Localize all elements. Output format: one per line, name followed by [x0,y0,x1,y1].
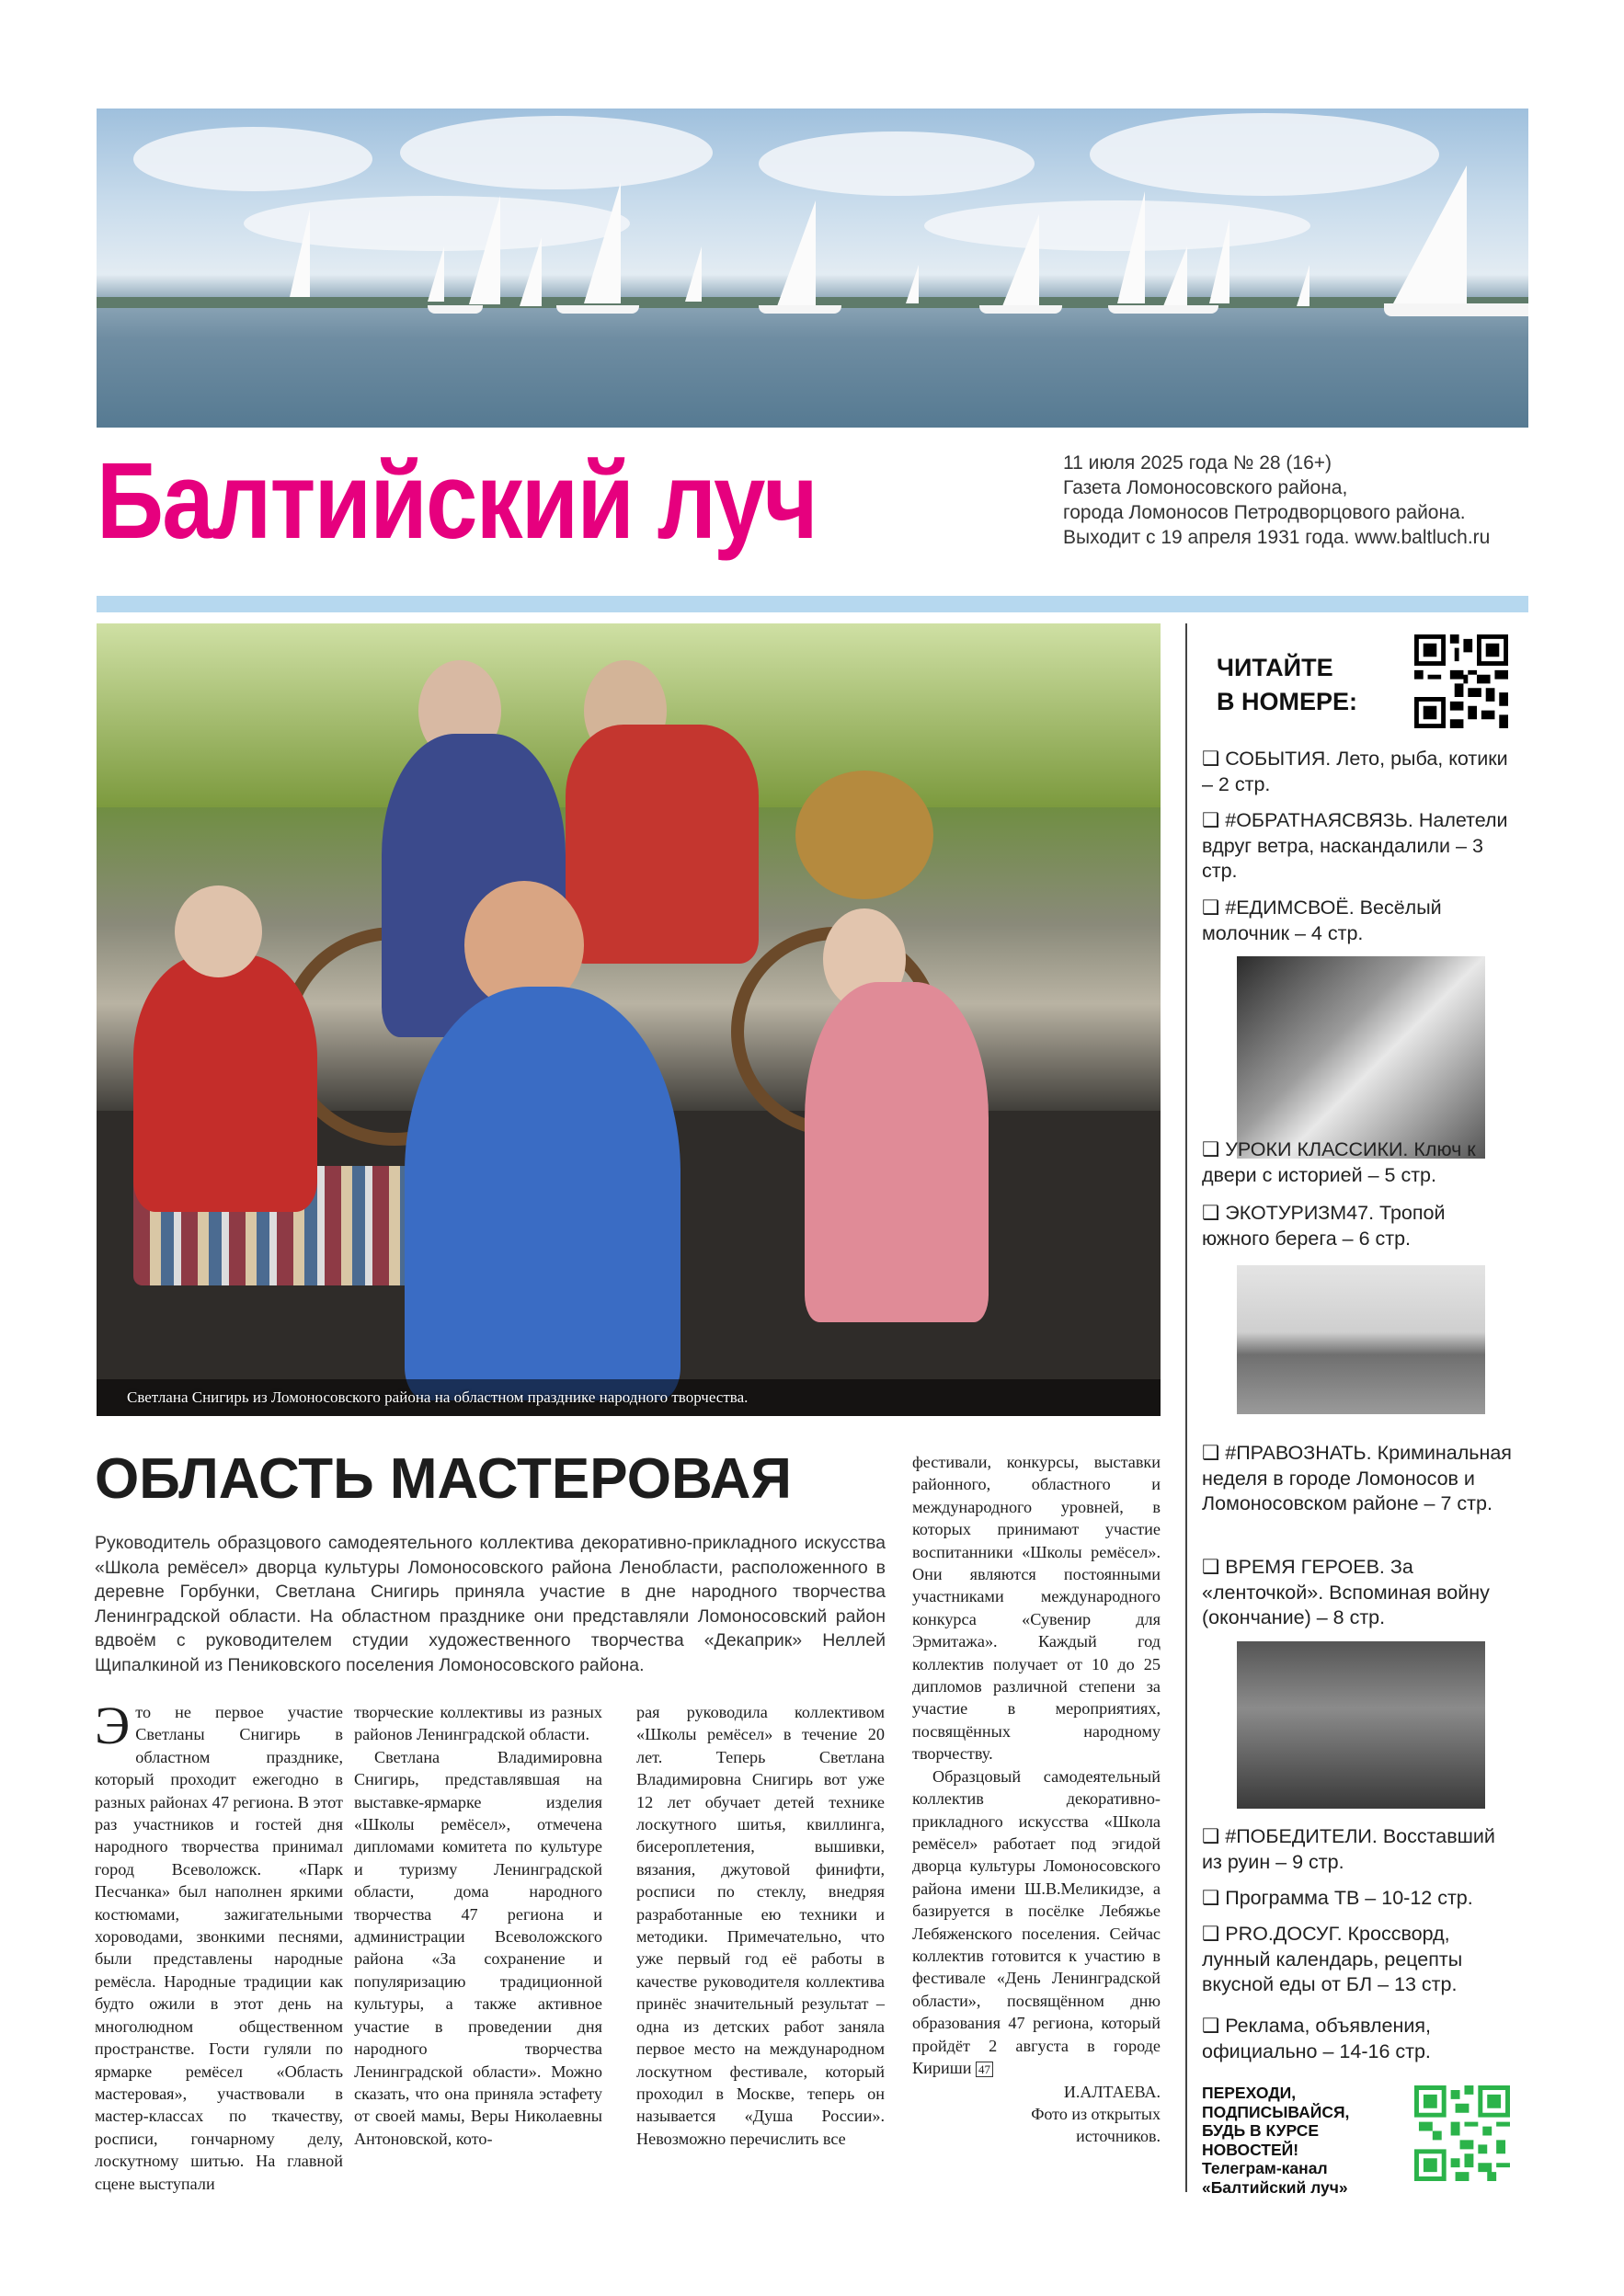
sidebar-item[interactable]: ❑ #ПОБЕДИТЕЛИ. Восставший из руин – 9 стр. [1202,1825,1495,1873]
group-photo [1237,1265,1485,1414]
telegram-promo [1202,2084,1349,2197]
promo-line: ПОДПИСЫВАЙСЯ, [1202,2102,1350,2121]
cloud [400,116,713,189]
promo-line: БУДЬ В КУРСЕ [1202,2121,1320,2140]
sidebar-heading-line: В НОМЕРЕ: [1217,688,1358,715]
photo-credit: источников. [1076,2127,1161,2146]
photo-credit: Фото из открытых [1031,2105,1161,2124]
sail [685,246,702,302]
sidebar-item[interactable]: ❑ #ПРАВОЗНАТЬ. Криминальная неделя в городе Ломоносов и Ломоносовском районе – 7 стр. [1202,1442,1512,1514]
boat-hull [1108,305,1218,314]
sidebar-item[interactable]: ❑ #ЕДИМСВОЁ. Весёлый молочник – 4 стр. [1202,897,1442,944]
boat-hull [759,305,841,314]
sail [520,237,542,306]
column-paragraph: творческие коллективы из разных районов Ленинградской области. [354,1703,602,1744]
column-text: то не первое участие Светланы Снигирь в областном празднике, который проходит ежегодно в разных районах 47 региона. В этот раз участников и гостей дня народного творчества принимал город Всеволожск. «Парк Песчанка» был наполнен яркими костюмами, зажигательными хороводами, звонкими песнями, были представлены народные ремёсла. Народные традиции как будто ожили в этот день на многолюдном общественном пространстве. Гости гуляли по ярмарке ремёсел «Область мастеровая», участвовали в мастер-классах по ткачеству, росписи, гончарному делу, лоскутному шитью. На главной сцене выступали [95,1703,343,2193]
promo-line: Телеграм-канал [1202,2159,1328,2177]
sidebar-item[interactable]: ❑ СОБЫТИЯ. Лето, рыба, котики – 2 стр. [1202,748,1508,795]
doll-head [175,885,262,977]
sidebar-item[interactable]: ❑ Реклама, объявления, официально – 14-16 стр. [1202,2015,1432,2062]
promo-line: НОВОСТЕЙ! [1202,2140,1299,2159]
drop-cap: Э [95,1696,131,1755]
sidebar-heading-line: ЧИТАЙТЕ [1217,654,1333,681]
column-paragraph: рая руководила коллективом «Школы ремёсел» в течение 20 лет. Теперь Светлана Владимировна Снигирь вот уже 12 лет обучает детей технике лоскутного шитья, квиллинга, бисероплетения, вышивки, вязания, джутовой финифти, росписи по стеклу, внедряя разработанные ею техники и методики. Примечательно, что уже первый год её работы в качестве руководителя коллектива принёс значительный результат – одна из детских работ заняла первое место на международном лоскутном фестивале, который проходил в Москве, теперь он называется «Душа России». Невозможно перечислить все [636,1703,885,2148]
goat-photo [1237,956,1485,1159]
article-column-3 [636,1701,885,2150]
header-photo-regatta [97,109,1528,428]
boat-hull [1384,303,1528,316]
telegram-qr-code-icon[interactable] [1414,2085,1510,2181]
doll-girl [805,982,989,1322]
sidebar-item[interactable]: ❑ УРОКИ КЛАССИКИ. Ключ к двери с историей – 5 стр. [1202,1138,1476,1186]
sail [1117,191,1145,303]
photo-caption: Светлана Снигирь из Ломоносовского района на областном празднике народного творчества. [127,1388,749,1406]
main-photo-folk-festival [97,623,1161,1416]
header-divider-bar [97,596,1528,612]
publisher-line: города Ломоносов Петродворцового района. [1063,502,1466,523]
newspaper-title: Балтийский луч [97,440,817,562]
column-paragraph: фестивали, конкурсы, выставки районного, областного и международного уровней, в которых принимают участие воспитанники «Школы ремёсел». Они являются постоянными участниками международного конкурса «Сувенир для Эрмитажа». Каждый год коллектив получает от 10 до 25 дипломов различной степени за участие в мероприятиях, посвящённых народному творчеству. [912,1453,1161,1764]
article-lead: Руководитель образцового самодеятельного коллектива декоративно-прикладного искусства «Школа ремёсел» дворца культуры Ломоносовского района Ленобласти, расположенного в деревне Горбунки, Светлана Снигирь приняла участие в дне народного творчества Ленинградской области. На областном празднике они представляли Ломоносовский район вдвоём с руководителем студии художественного творчества «Декаприк» Неллей Щипалкиной из Пениковского поселения Ломоносовского района. [95,1533,886,1675]
cloud [759,131,1035,196]
column-paragraph: Образцовый самодеятельный коллектив декоративно-прикладного искусства «Школа ремёсел» работает под эгидой дворца культуры Ломоносовского района имени Ш.В.Меликидзе, а базируется в посёлке Лебяжье Лебяженского поселения. Сейчас коллектив готовится к участию в фестивале «День Ленинградской области», посвящённом дню образования 47 региона, который пройдёт 2 августа в городе Кириши 47 [912,1766,1161,2077]
sail [1163,246,1187,306]
sail [1002,214,1039,306]
sail [1393,166,1467,303]
doll-shirt [566,725,759,964]
doll-boy [133,954,317,1212]
sidebar-item[interactable]: ❑ ВРЕМЯ ГЕРОЕВ. За «ленточкой». Вспоминая войну (окончание) – 8 стр. [1202,1556,1490,1628]
sail [428,246,444,302]
cloud [133,127,372,191]
article-column-1 [95,1696,343,2195]
soldiers-photo [1237,1641,1485,1809]
sail [584,182,621,303]
sidebar-divider [1185,623,1187,2192]
column-paragraph: Светлана Владимировна Снигирь, представлявшая на выставке-ярмарке изделия «Школы ремёсел», отмечена дипломами комитета по культуре и туризму Ленинградской области, дома народного творчества 47 региона и администрации Всеволожского района «За сохранение и популяризацию традиционной культуры, а также активное участие в проведении дня народного творчества Ленинградской области». Можно сказать, что она приняла эстафету от своей мамы, Веры Николаевны Антоновской, кото- [354,1747,602,2148]
publisher-line: Газета Ломоносовского района, [1063,477,1348,498]
wheat-sheaf [795,771,933,899]
sail [1209,219,1229,303]
sail [469,196,500,304]
sail [290,210,310,297]
sail [1297,265,1309,306]
boat-hull [428,305,483,314]
sidebar-item[interactable]: ❑ Программа ТВ – 10-12 стр. [1202,1887,1473,1909]
article-column-4 [912,1451,1161,2147]
sail [906,265,919,303]
sidebar-item[interactable]: ❑ ЭКОТУРИЗМ47. Тропой южного берега – 6 стр. [1202,1202,1446,1250]
boat-hull [556,305,639,314]
author-signature: И.АЛТАЕВА. [1063,2083,1161,2102]
region-badge: 47 [976,2062,993,2077]
promo-line: ПЕРЕХОДИ, [1202,2084,1297,2102]
founded-line: Выходит с 19 апреля 1931 года. www.baltluch.ru [1063,527,1491,548]
sail [777,200,816,306]
cloud [1090,113,1439,196]
article-headline: ОБЛАСТЬ МАСТЕРОВАЯ [95,1447,792,1511]
issue-date-line: 11 июля 2025 года № 28 (16+) [1063,452,1332,474]
boat-hull [979,305,1062,314]
sidebar-item[interactable]: ❑ PRO.ДОСУГ. Кроссворд, лунный календарь, рецепты вкусной еды от БЛ – 13 стр. [1202,1923,1463,1995]
issue-info [1063,451,1541,550]
promo-line: «Балтийский луч» [1202,2177,1348,2197]
sidebar-heading [1217,651,1357,719]
sidebar-item[interactable]: ❑ #ОБРАТНАЯСВЯЗЬ. Налетели вдруг ветра, наскандалили – 3 стр. [1202,809,1508,882]
woman-blue-dress [405,987,680,1400]
article-column-2 [354,1701,602,2150]
qr-code-icon[interactable] [1414,634,1508,728]
